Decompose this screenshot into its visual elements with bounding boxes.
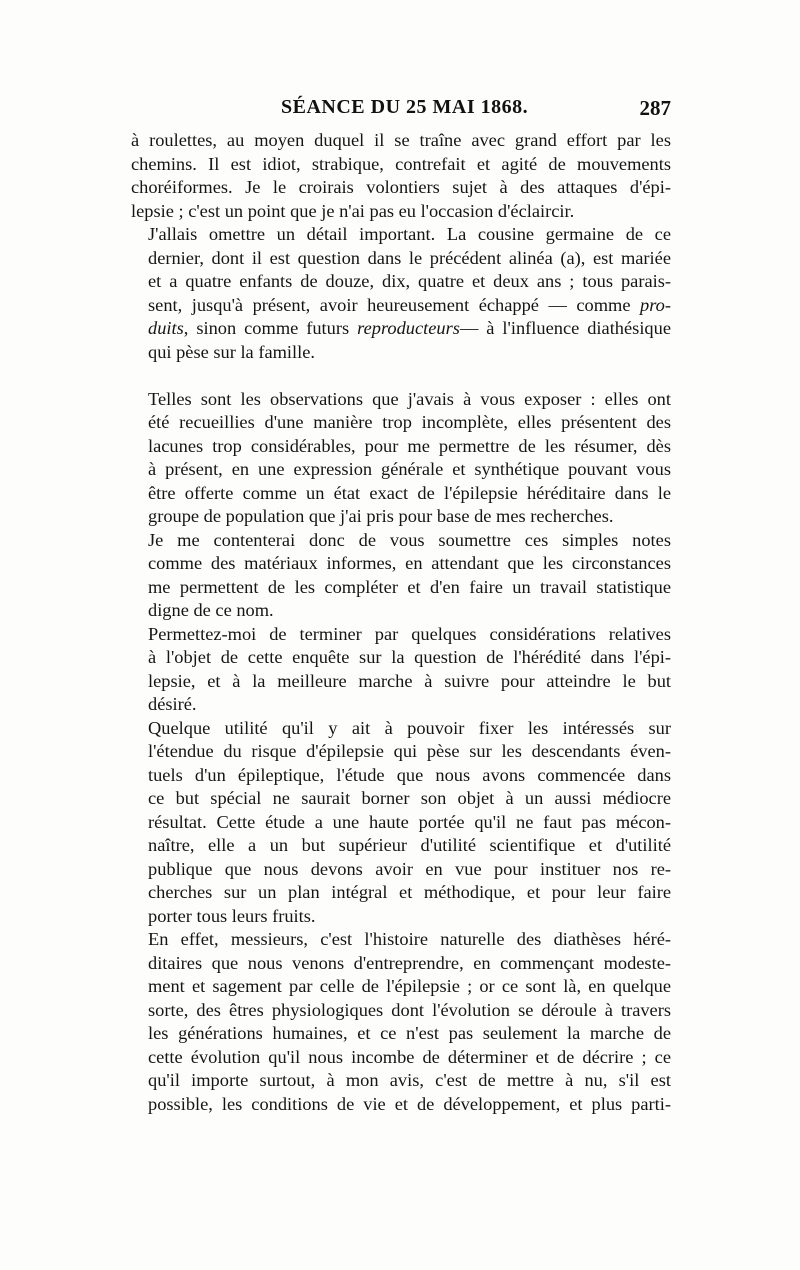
text-line: lepsie, et à la meilleure marche à suivre pour atteindre le but — [148, 670, 671, 691]
text-line: choréiformes. Je le croirais volontiers sujet à des attaques d'épi- — [131, 177, 671, 197]
page-header — [131, 96, 671, 122]
text-line: à l'objet de cette enquête sur la question de l'hérédité dans l'épi- — [148, 647, 671, 667]
text-line: ditaires que nous venons d'entreprendre, en commençant modeste- — [148, 952, 671, 973]
paragraph — [131, 129, 671, 223]
text-line: désiré. — [148, 694, 197, 714]
text-line: chemins. Il est idiot, strabique, contrefait et agité de mouvements — [131, 153, 671, 174]
text-line: sorte, des êtres physiologiques dont l'évolution se déroule à travers — [148, 999, 671, 1020]
body-text — [131, 129, 671, 1116]
text-line: les générations humaines, et ce n'est pas seulement la marche de — [148, 1023, 671, 1043]
paragraph — [131, 529, 671, 623]
text-line: Telles sont les observations que j'avais à vous exposer : elles ont — [148, 388, 671, 409]
text-line: Quelque utilité qu'il y ait à pouvoir fixer les intéressés sur — [148, 717, 671, 738]
text-line: tuels d'un épileptique, l'étude que nous avons commencée dans — [148, 764, 671, 785]
text-line: qui pèse sur la famille. — [148, 341, 315, 362]
text-line: à roulettes, au moyen duquel il se traîne avec grand effort par les — [131, 130, 671, 150]
text-line: Je me contenterai donc de vous soumettre ces simples notes — [148, 529, 671, 550]
text-line: naître, elle a un but supérieur d'utilité scientifique et d'utilité — [148, 835, 671, 855]
text-line: résultat. Cette étude a une haute portée qu'il ne faut pas mécon- — [148, 811, 671, 832]
text-line: En effet, messieurs, c'est l'histoire naturelle des diathèses héré- — [148, 929, 671, 949]
text-line: duits, sinon comme futurs reproducteurs— à l'influence diathésique — [148, 318, 671, 338]
text-line: groupe de population que j'ai pris pour base de mes recherches. — [148, 506, 614, 526]
text-line: J'allais omettre un détail important. La cousine germaine de ce — [148, 224, 671, 244]
paragraph — [131, 717, 671, 929]
text-line: me permettent de les compléter et d'en faire un travail statistique — [148, 576, 671, 597]
text-line: ce but spécial ne saurait borner son objet à un aussi médiocre — [148, 788, 671, 808]
text-line: Permettez-moi de terminer par quelques considérations relatives — [148, 623, 671, 644]
text-line: comme des matériaux informes, en attendant que les circonstances — [148, 553, 671, 573]
text-line: porter tous leurs fruits. — [148, 905, 316, 926]
text-line: digne de ce nom. — [148, 600, 274, 620]
text-line: l'étendue du risque d'épilepsie qui pèse sur les descendants éven- — [148, 741, 671, 761]
page-number: 287 — [639, 96, 671, 120]
paragraph — [131, 928, 671, 1116]
text-line: été recueillies d'une manière trop incomplète, elles présentent des — [148, 412, 671, 432]
paragraph — [131, 623, 671, 717]
text-line: cherches sur un plan intégral et méthodique, et pour leur faire — [148, 882, 671, 902]
text-line: à présent, en une expression générale et synthétique pouvant vous — [148, 459, 671, 479]
text-line: possible, les conditions de vie et de développement, et plus parti- — [148, 1093, 671, 1114]
text-line: ment et sagement par celle de l'épilepsie ; or ce sont là, en quelque — [148, 976, 671, 996]
text-line: cette évolution qu'il nous incombe de déterminer et de décrire ; ce — [148, 1046, 671, 1067]
running-title: SÉANCE DU 25 MAI 1868. — [281, 96, 529, 118]
text-line: qu'il importe surtout, à mon avis, c'est de mettre à nu, s'il est — [148, 1070, 671, 1090]
text-line: sent, jusqu'à présent, avoir heureusement échappé — comme pro- — [148, 294, 671, 315]
paragraph — [131, 223, 671, 364]
text-line: dernier, dont il est question dans le précédent alinéa (a), est mariée — [148, 247, 671, 268]
text-line: être offerte comme un état exact de l'épilepsie héréditaire dans le — [148, 482, 671, 503]
text-line: lacunes trop considérables, pour me permettre de les résumer, dès — [148, 435, 671, 456]
text-line: lepsie ; c'est un point que je n'ai pas eu l'occasion d'éclaircir. — [131, 200, 575, 221]
text-line: et a quatre enfants de douze, dix, quatre et deux ans ; tous parais- — [148, 271, 671, 291]
text-line: publique que nous devons avoir en vue pour instituer nos re- — [148, 858, 671, 879]
paragraph — [131, 388, 671, 529]
